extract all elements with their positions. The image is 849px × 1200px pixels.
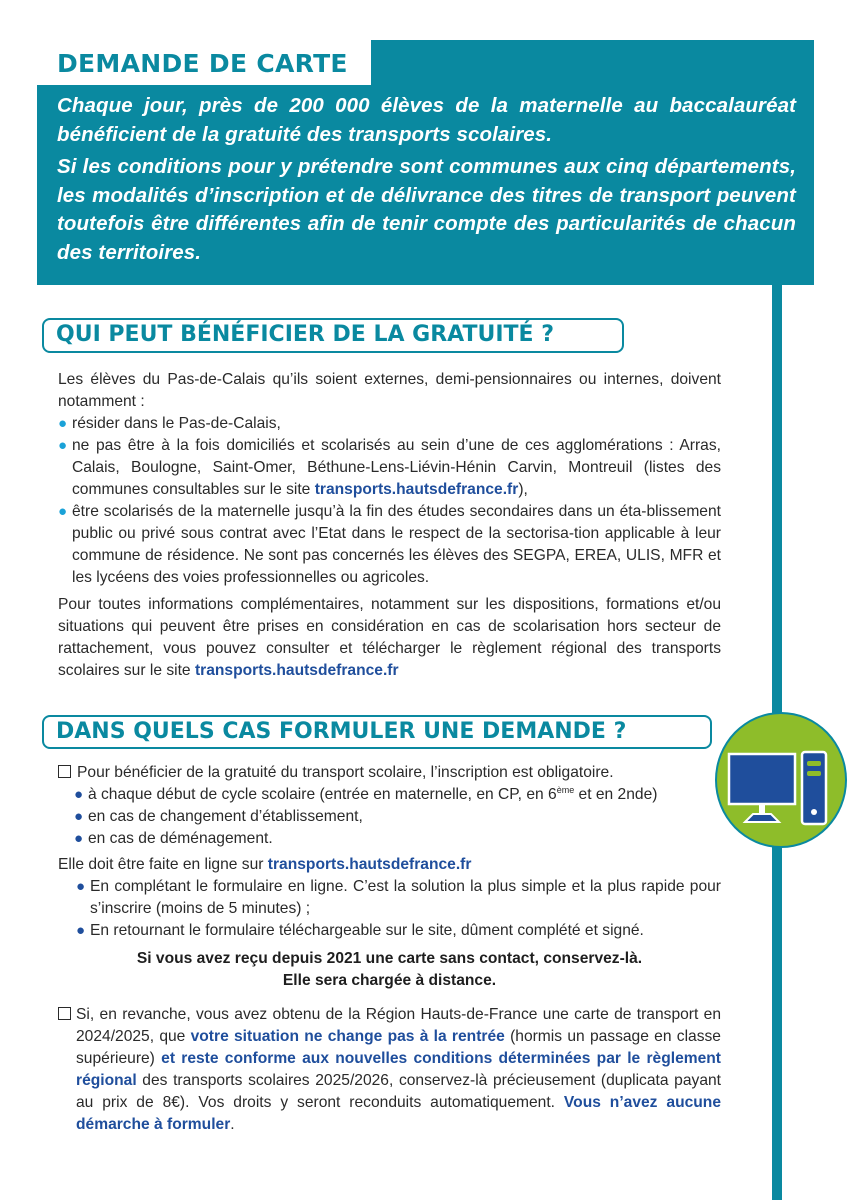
list-item: ● résider dans le Pas-de-Calais,: [58, 413, 721, 435]
bullet-icon: ●: [58, 415, 68, 432]
list-item: ● ne pas être à la fois domiciliés et scolarisés au sein d’une de ces agglomérations : Arras, Calais, Boulogne, Saint-Omer, Béthune-Lens-Liévin-Hénin Carvin, Montreuil (listes des communes consultables sur le site transports.hautsdefrance.fr),: [58, 435, 721, 501]
bullet-icon: ●: [74, 830, 84, 847]
intro-paragraph-1: Chaque jour, près de 200 000 élèves de la maternelle au baccalauréat bénéficient de la gratuité des transports scolaires.: [57, 94, 796, 146]
requirement-item: Pour bénéficier de la gratuité du transport scolaire, l’inscription est obligatoire.: [58, 762, 721, 784]
list-item: ● en cas de déménagement.: [58, 828, 721, 850]
computer-icon: [717, 714, 845, 846]
page-title: DEMANDE DE CARTE: [57, 49, 348, 78]
list-item: ● à chaque début de cycle scolaire (entrée en maternelle, en CP, en 6ème et en 2nde): [58, 784, 721, 806]
bullet-icon: ●: [58, 437, 68, 454]
eligibility-section: [58, 369, 721, 682]
renewal-item: Si, en revanche, vous avez obtenu de la Région Hauts-de-France une carte de transport en 2024/2025, que votre situation ne change pas à la rentrée (hormis un passage en classe supérieure) et reste conforme aux nouvelles conditions déterminées par le règlement régional des transports scolaires 2025/2026, conservez-là précieusement (duplicata payant au prix de 8€). Vos droits y seront reconduits automatiquement. Vous n’avez aucune démarche à formuler.: [58, 1004, 721, 1136]
checkbox-icon: [58, 1007, 71, 1020]
website-link[interactable]: transports.hautsdefrance.fr: [267, 856, 472, 873]
list-item: ● en cas de changement d’établissement,: [58, 806, 721, 828]
bullet-icon: ●: [76, 878, 86, 895]
intro-paragraph-2: Si les conditions pour y prétendre sont communes aux cinq départements, les modalités d’inscription et de délivrance des titres de transport peuvent toutefois être différentes afin de tenir compte des particularités de chacun des territoires.: [57, 155, 796, 264]
checkbox-icon: [58, 765, 71, 778]
computer-icon-badge: [715, 712, 847, 848]
section-heading-when-to-apply: DANS QUELS CAS FORMULER UNE DEMANDE ?: [42, 715, 712, 749]
bullet-icon: ●: [76, 922, 86, 939]
contactless-notice-line-1: Si vous avez reçu depuis 2021 une carte sans contact, conservez-là.: [136, 950, 643, 967]
intro-box: [37, 85, 814, 285]
online-application-line: Elle doit être faite en ligne sur transports.hautsdefrance.fr: [58, 856, 472, 873]
list-item: ● être scolarisés de la maternelle jusqu’à la fin des études secondaires dans un éta-blissement public ou privé sous contrat avec l’Etat dans le respect de la sectorisa-tion applicable à leur commune de résidence. Ne sont pas concernés les élèves des SEGPA, EREA, ULIS, MFR et les lycéens des voies professionnelles ou agricoles.: [58, 501, 721, 589]
bullet-icon: ●: [74, 786, 84, 803]
contactless-notice-line-2: Elle sera chargée à distance.: [282, 972, 497, 989]
bullet-icon: ●: [74, 808, 84, 825]
list-item: ● En retournant le formulaire téléchargeable sur le site, dûment complété et signé.: [58, 920, 721, 942]
bullet-icon: ●: [58, 503, 68, 520]
website-link[interactable]: transports.hautsdefrance.fr: [314, 481, 519, 498]
eligibility-lead: Les élèves du Pas-de-Calais qu’ils soient externes, demi-pensionnaires ou internes, doivent notamment :: [58, 371, 721, 410]
more-info-paragraph: Pour toutes informations complémentaires, notamment sur les dispositions, formations et/ou situations qui peuvent être prises en considération en cas de scolarisation hors secteur de rattachement, vous pouvez consulter et télécharger le règlement régional des transports scolaires sur le site transports.hautsdefrance.fr: [58, 596, 721, 679]
application-section: [58, 762, 721, 1136]
section-heading-eligibility: QUI PEUT BÉNÉFICIER DE LA GRATUITÉ ?: [42, 318, 624, 353]
header-band-top: [371, 40, 814, 86]
list-item: ● En complétant le formulaire en ligne. C’est la solution la plus simple et la plus rapide pour s’inscrire (moins de 5 minutes) ;: [58, 876, 721, 920]
website-link[interactable]: transports.hautsdefrance.fr: [194, 662, 399, 679]
